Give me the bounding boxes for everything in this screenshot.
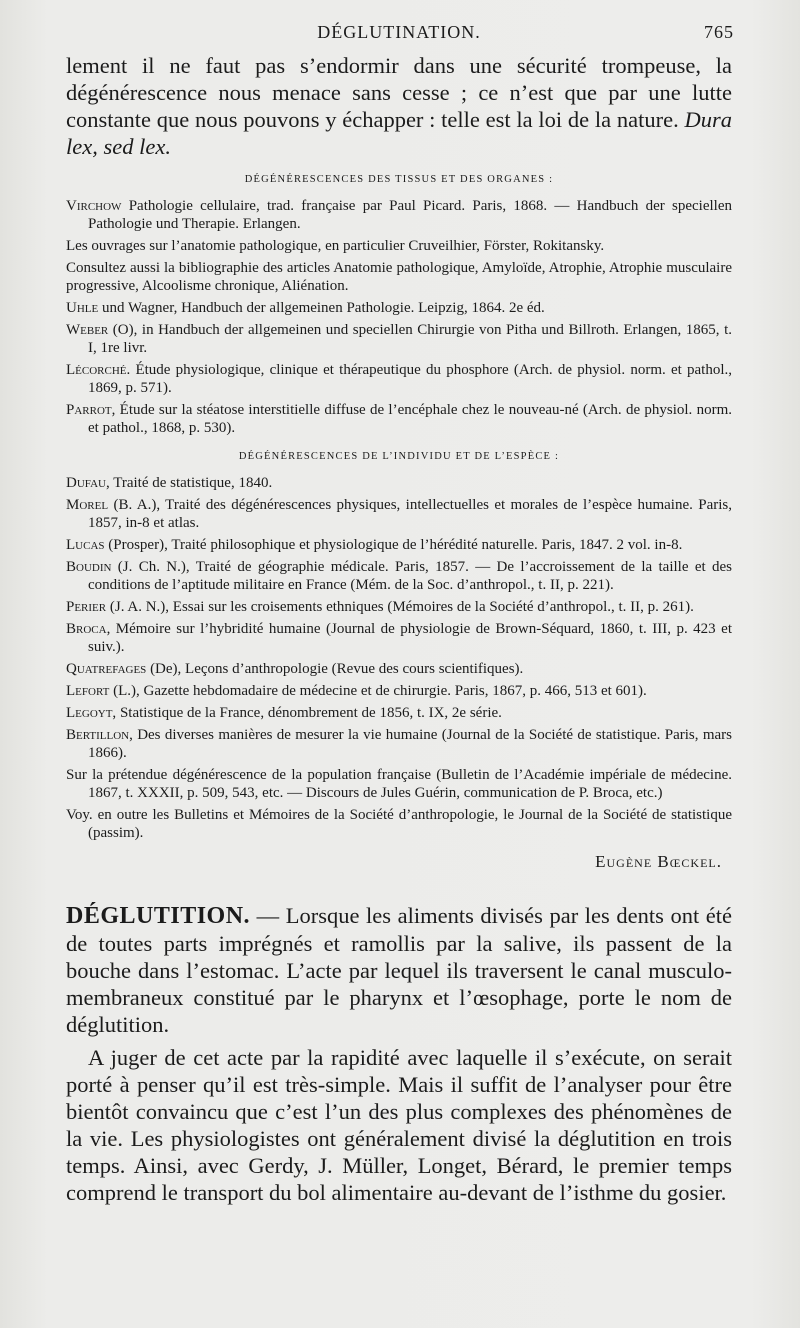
section-heading-tissues: DÉGÉNÉRESCENCES DES TISSUS ET DES ORGANES :	[244, 174, 554, 185]
running-title: DÉGLUTINATION.	[317, 22, 481, 42]
reference-item: Sur la prétendue dégénérescence de la population française (Bulletin de l’Académie impériale de médecine. 1867, t. XXXII, p. 509, 543, etc. — Discours de Jules Guérin, communication de P. Broca, etc.)	[66, 767, 732, 801]
intro-motto: Dura lex, sed lex.	[66, 107, 733, 159]
running-head	[66, 22, 732, 52]
reference-item: Lécorché. Étude physiologique, clinique et thérapeutique du phosphore (Arch. de physiol. norm. et pathol., 1869, p. 571).	[66, 362, 732, 396]
reference-item: Consultez aussi la bibliographie des articles Anatomie pathologique, Amyloïde, Atrophie, Atrophie musculaire progressive, Alcoolisme chronique, Aliénation.	[66, 260, 732, 294]
reference-item: Perier (J. A. N.), Essai sur les croisements ethniques (Mémoires de la Société d’anthropol., t. II, p. 261).	[66, 599, 694, 615]
reference-item: Les ouvrages sur l’anatomie pathologique, en particulier Cruveilhier, Förster, Rokitansky.	[66, 238, 605, 254]
entry-headword: DÉGLUTITION.	[66, 903, 251, 929]
reference-item: Legoyt, Statistique de la France, dénombrement de 1856, t. IX, 2e série.	[66, 705, 502, 721]
reference-item: Quatrefages (De), Leçons d’anthropologie (Revue des cours scientifiques).	[66, 661, 524, 677]
reference-item: Boudin (J. Ch. N.), Traité de géographie médicale. Paris, 1857. — De l’accroissement de la taille et des conditions de l’aptitude militaire en France (Mém. de la Soc. d’anthropol., t. II, p. 221).	[66, 559, 732, 593]
reference-item: Broca, Mémoire sur l’hybridité humaine (Journal de physiologie de Brown-Séquard, 1860, t. III, p. 423 et suiv.).	[66, 621, 732, 655]
reference-item: Weber (O), in Handbuch der allgemeinen und speciellen Chirurgie von Pitha und Billroth. Erlangen, 1865, t. I, 1re livr.	[66, 322, 732, 356]
entry-text-1: — Lorsque les aliments divisés par les dents ont été de toutes parts imprégnés et ramollis par la salive, ils passent de la bouche dans l’estomac. L’acte par lequel ils traversent le canal musculo-membraneux constitué par le pharynx et l’œsophage, porte le nom de déglutition.	[66, 903, 732, 1037]
reference-list-species	[66, 474, 732, 842]
reference-item: Lucas (Prosper), Traité philosophique et physiologique de l’hérédité naturelle. Paris, 1847. 2 vol. in-8.	[66, 537, 683, 553]
reference-item: Bertillon, Des diverses manières de mesurer la vie humaine (Journal de la Société de statistique. Paris, mars 1866).	[66, 727, 732, 761]
entry-paragraph-2	[66, 1044, 732, 1206]
reference-item: Voy. en outre les Bulletins et Mémoires de la Société d’anthropologie, le Journal de la Société de statistique (passim).	[66, 807, 732, 841]
reference-list-tissues	[66, 197, 732, 437]
reference-item: Parrot, Étude sur la stéatose interstitielle diffuse de l’encéphale chez le nouveau-né (Arch. de physiol. norm. et pathol., 1868, p. 530).	[66, 402, 732, 436]
page-number: 765	[704, 22, 734, 42]
reference-item: Dufau, Traité de statistique, 1840.	[66, 475, 273, 491]
reference-item: Morel (B. A.), Traité des dégénérescences physiques, intellectuelles et morales de l’espèce humaine. Paris, 1857, in-8 et atlas.	[66, 497, 732, 531]
section-heading-species: DÉGÉNÉRESCENCES DE L’INDIVIDU ET DE L’ESPÈCE :	[238, 451, 560, 462]
reference-item: Lefort (L.), Gazette hebdomadaire de médecine et de chirurgie. Paris, 1867, p. 466, 513 et 601).	[66, 683, 647, 699]
entry-text-2: A juger de cet acte par la rapidité avec laquelle il s’exécute, on serait porté à penser qu’il est très-simple. Mais il suffit de l’analyser pour être bientôt convaincu que c’est l’un des plus complexes des phénomènes de la vie. Les physiologistes ont généralement divisé la déglutition en trois temps. Ainsi, avec Gerdy, J. Müller, Longet, Bérard, le premier temps comprend le transport du bol alimentaire au-devant de l’isthme du gosier.	[66, 1045, 732, 1205]
intro-paragraph	[66, 52, 732, 160]
intro-text: lement il ne faut pas s’endormir dans une sécurité trompeuse, la dégénérescence nous menace sans cesse ; ce n’est que par une lutte constante que nous pouvons y échapper : telle est la loi de la nature.	[66, 53, 732, 132]
author-signature: Eugène Bœckel.	[595, 852, 722, 871]
entry-paragraph-1	[66, 902, 732, 1038]
reference-item: Uhle und Wagner, Handbuch der allgemeinen Pathologie. Leipzig, 1864. 2e éd.	[66, 300, 545, 316]
reference-item: Virchow Pathologie cellulaire, trad. française par Paul Picard. Paris, 1868. — Handbuch der speciellen Pathologie und Therapie. Erlangen.	[66, 198, 732, 232]
